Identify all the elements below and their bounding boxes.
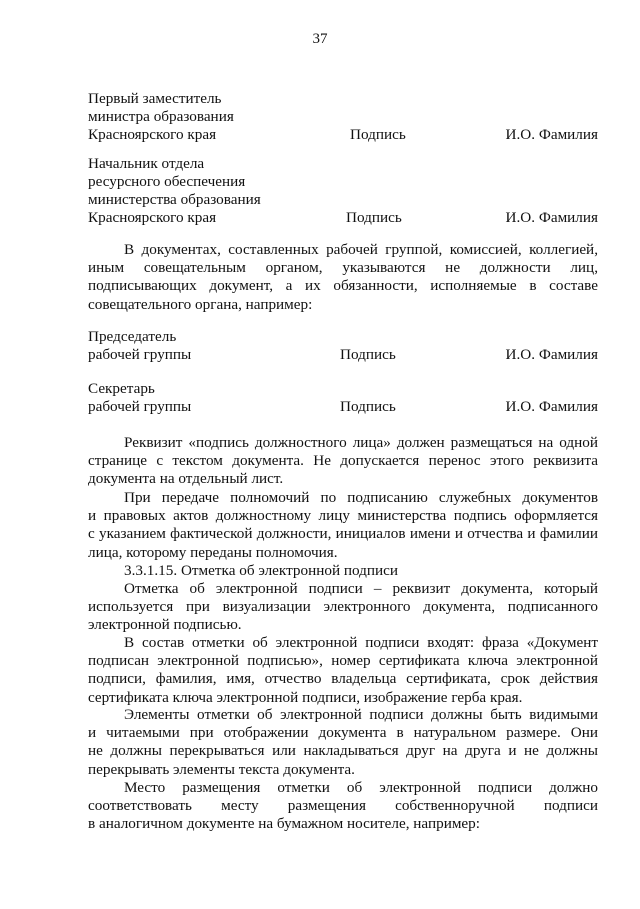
signature-position-line: Первый заместитель	[88, 90, 222, 107]
signature-row	[88, 126, 598, 144]
text-line: сертификата ключа электронной подписи, изображение герба края.	[88, 688, 523, 706]
section-heading	[88, 562, 598, 580]
signature-position-line: Секретарь	[88, 380, 155, 397]
page-number: 37	[312, 31, 328, 47]
signature-position-line: Красноярского края	[88, 209, 217, 226]
text-line: В состав отметки об электронной подписи входят: фраза «Документ	[124, 634, 598, 651]
section-heading-text: 3.3.1.15. Отметка об электронной подписи	[124, 562, 399, 579]
signature-position-line: министерства образования	[88, 191, 261, 208]
text-line: перекрывать элементы текста документа.	[88, 760, 355, 778]
text-line: Отметка об электронной подписи – реквизит документа, который	[124, 580, 598, 597]
text-line: и правовых актов должностному лицу министерства подпись оформляется	[88, 507, 598, 525]
signature-name: И.О. Фамилия	[505, 126, 598, 143]
text-line: подписывающих документ, а их обязанности, исполняемые в составе	[88, 277, 598, 295]
paragraph-committee-documents	[88, 241, 598, 314]
signature-position-line: рабочей группы	[88, 398, 192, 415]
signature-block-first-deputy	[88, 90, 598, 144]
signature-position-line: министра образования	[88, 108, 234, 125]
signature-name: И.О. Фамилия	[505, 209, 598, 226]
signature-placeholder: Подпись	[340, 398, 396, 415]
signature-block-department-head	[88, 155, 598, 227]
text-line: используется при визуализации электронного документа, подписанного	[88, 598, 598, 616]
text-line: лица, которому переданы полномочия.	[88, 543, 338, 561]
signature-position-line: Начальник отдела	[88, 155, 205, 172]
signature-placeholder: Подпись	[346, 209, 402, 226]
text-line: не должны перекрываться или накладываться друг на друга и не должны	[88, 742, 598, 760]
text-line: подписан электронной подписью», номер сертификата ключа электронной	[88, 652, 598, 670]
text-line: и читаемыми при отображении документа в натуральном размере. Они	[88, 724, 598, 742]
text-line: иным совещательным органом, указываются не должности лиц,	[88, 259, 598, 277]
text-line: соответствовать месту размещения собственноручной подписи	[88, 797, 598, 815]
signature-position-line: рабочей группы	[88, 346, 192, 363]
signature-row	[88, 398, 598, 416]
paragraph-mark-definition	[88, 580, 598, 635]
text-line: Место размещения отметки об электронной подписи должно	[124, 779, 598, 796]
signature-name: И.О. Фамилия	[505, 346, 598, 363]
text-line: подписи, фамилия, имя, отчество владельца сертификата, срок действия	[88, 670, 598, 688]
signature-block-chairman	[88, 328, 598, 364]
signature-row	[88, 346, 598, 364]
signature-position-line: Красноярского края	[88, 126, 217, 143]
text-line: Элементы отметки об электронной подписи должны быть видимыми	[124, 706, 598, 723]
text-line: Реквизит «подпись должностного лица» должен размещаться на одной	[124, 434, 598, 451]
signature-placeholder: Подпись	[350, 126, 406, 143]
signature-position-line: ресурсного обеспечения	[88, 173, 246, 190]
paragraph-mark-content	[88, 634, 598, 707]
text-line: с указанием фактической должности, инициалов имени и отчества и фамилии	[88, 525, 598, 543]
signature-placeholder: Подпись	[340, 346, 396, 363]
text-line: При передаче полномочий по подписанию служебных документов	[124, 489, 598, 506]
signature-name: И.О. Фамилия	[505, 398, 598, 415]
paragraph-signature-requisite	[88, 434, 598, 489]
text-line: электронной подписью.	[88, 616, 242, 634]
text-line: документа на отдельный лист.	[88, 470, 284, 488]
paragraph-transfer-of-powers	[88, 489, 598, 562]
signature-row	[88, 209, 598, 227]
signature-block-secretary	[88, 380, 598, 416]
signature-position-line: Председатель	[88, 328, 177, 345]
paragraph-mark-placement	[88, 779, 598, 834]
text-line: совещательного органа, например:	[88, 295, 313, 313]
paragraph-mark-visibility	[88, 706, 598, 779]
text-line: в аналогичном документе на бумажном носителе, например:	[88, 815, 480, 833]
text-line: В документах, составленных рабочей группой, комиссией, коллегией,	[124, 241, 598, 258]
text-line: странице с текстом документа. Не допускается перенос этого реквизита	[88, 452, 598, 470]
